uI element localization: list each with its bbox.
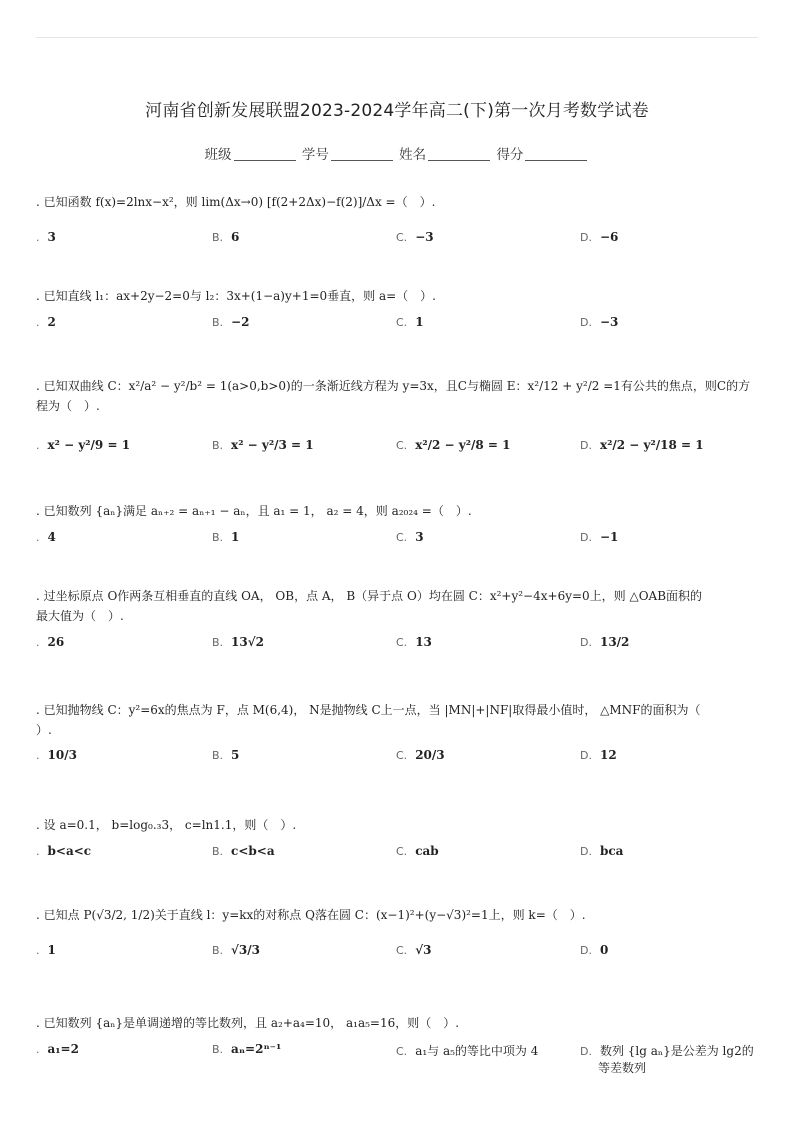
top-divider	[36, 37, 758, 38]
option-c[interactable]: C. 13	[396, 635, 432, 649]
option-d[interactable]: D. −3	[580, 315, 619, 329]
question-4	[36, 501, 758, 521]
question-1-options	[36, 230, 758, 270]
question-8-options	[36, 943, 758, 983]
question-6-options	[36, 748, 758, 788]
question-4-options	[36, 530, 758, 570]
question-stem: . 已知双曲线 C：x²/a² − y²/b² = 1(a>0,b>0)的一条渐近线方程为 y=3x，且C与椭圆 E：x²/12 + y²/2 =1有公共的焦点，则C的方	[36, 379, 751, 393]
question-1	[36, 192, 758, 212]
question-stem: . 过坐标原点 O作两条互相垂直的直线 OA， OB，点 A， B（异于点 O）均在圆 C：x²+y²−4x+6y=0上，则 △OAB面积的	[36, 589, 703, 603]
question-2-options	[36, 315, 758, 355]
option-c[interactable]: C. 1	[396, 315, 424, 329]
question-6	[36, 700, 758, 740]
option-a[interactable]: . 26	[36, 635, 65, 649]
option-c[interactable]: C. cab	[396, 844, 439, 858]
question-3-options	[36, 438, 758, 478]
option-c[interactable]: C. a₁与 a₅的等比中项为 4	[396, 1044, 539, 1058]
option-b[interactable]: B. 13√2	[212, 635, 264, 649]
question-9-options	[36, 1042, 758, 1078]
option-d[interactable]: D. 0	[580, 943, 609, 957]
option-a[interactable]: . 3	[36, 230, 56, 244]
option-b[interactable]: B. 6	[212, 230, 240, 244]
option-d[interactable]: D. 13/2	[580, 635, 630, 649]
option-b[interactable]: B. aₙ=2ⁿ⁻¹	[212, 1042, 282, 1056]
option-b[interactable]: B. c<b<a	[212, 844, 275, 858]
question-5	[36, 586, 758, 626]
question-stem: . 已知抛物线 C：y²=6x的焦点为 F，点 M(6,4)， N是抛物线 C上一点，当 |MN|+|NF|取得最小值时， △MNF的面积为（	[36, 703, 701, 717]
question-2	[36, 286, 758, 306]
question-9	[36, 1013, 758, 1033]
question-stem-line2: 最大值为（ ）.	[36, 609, 124, 623]
question-stem: . 设 a=0.1， b=log₀.₃3， c=ln1.1，则（ ）.	[36, 818, 297, 832]
question-3	[36, 376, 758, 416]
option-a[interactable]: . b<a<c	[36, 844, 92, 858]
class-blank[interactable]	[234, 160, 296, 161]
option-a[interactable]: . 10/3	[36, 748, 77, 762]
option-a[interactable]: . 2	[36, 315, 56, 329]
student-info-line	[0, 143, 794, 163]
option-a[interactable]: . 1	[36, 943, 56, 957]
option-b[interactable]: B. x² − y²/3 = 1	[212, 438, 314, 452]
option-d[interactable]: D. x²/2 − y²/18 = 1	[580, 438, 704, 452]
option-d[interactable]: D. −6	[580, 230, 619, 244]
option-b[interactable]: B. √3/3	[212, 943, 261, 957]
id-blank[interactable]	[331, 160, 393, 161]
id-label: 学号	[301, 147, 329, 163]
question-7-options	[36, 844, 758, 884]
question-stem-line2: ）.	[36, 723, 52, 737]
score-label: 得分	[496, 147, 524, 163]
name-label: 姓名	[399, 147, 427, 163]
option-a[interactable]: . 4	[36, 530, 56, 544]
option-a[interactable]: . a₁=2	[36, 1042, 79, 1056]
question-stem: . 已知数列 {aₙ}满足 aₙ₊₂ = aₙ₊₁ − aₙ，且 a₁ = 1， a₂ = 4，则 a₂₀₂₄ =（ ）.	[36, 504, 472, 518]
question-stem: . 已知点 P(√3/2, 1/2)关于直线 l：y=kx的对称点 Q落在圆 C：(x−1)²+(y−√3)²=1上，则 k=（ ）.	[36, 908, 586, 922]
question-8	[36, 905, 758, 925]
question-stem-line2: 程为（ ）.	[36, 399, 100, 413]
option-b[interactable]: B. 1	[212, 530, 240, 544]
question-5-options	[36, 635, 758, 675]
option-b[interactable]: B. −2	[212, 315, 250, 329]
option-c[interactable]: C. 20/3	[396, 748, 445, 762]
option-a[interactable]: . x² − y²/9 = 1	[36, 438, 131, 452]
option-c[interactable]: C. x²/2 − y²/8 = 1	[396, 438, 511, 452]
page-title: 河南省创新发展联盟2023-2024学年高二(下)第一次月考数学试卷	[145, 101, 649, 121]
question-7	[36, 815, 758, 835]
option-c[interactable]: C. √3	[396, 943, 432, 957]
score-blank[interactable]	[525, 160, 587, 161]
option-b[interactable]: B. 5	[212, 748, 240, 762]
question-stem: . 已知数列 {aₙ}是单调递增的等比数列，且 a₂+a₄=10， a₁a₅=16，则（ ）.	[36, 1016, 460, 1030]
option-d[interactable]: D. bca	[580, 844, 624, 858]
option-d-line2: 等差数列	[598, 1061, 647, 1075]
option-c[interactable]: C. −3	[396, 230, 434, 244]
option-d[interactable]: D. −1	[580, 530, 619, 544]
name-blank[interactable]	[428, 160, 490, 161]
option-d[interactable]: D. 数列 {lg aₙ}是公差为 lg2的 等差数列	[580, 1044, 754, 1075]
option-c[interactable]: C. 3	[396, 530, 424, 544]
question-stem: . 已知函数 f(x)=2lnx−x²，则 lim(Δx→0) [f(2+2Δx)−f(2)]/Δx =（ ）.	[36, 195, 436, 209]
option-d[interactable]: D. 12	[580, 748, 617, 762]
question-stem: . 已知直线 l₁：ax+2y−2=0与 l₂：3x+(1−a)y+1=0垂直，则 a=（ ）.	[36, 289, 436, 303]
class-label: 班级	[204, 147, 232, 163]
